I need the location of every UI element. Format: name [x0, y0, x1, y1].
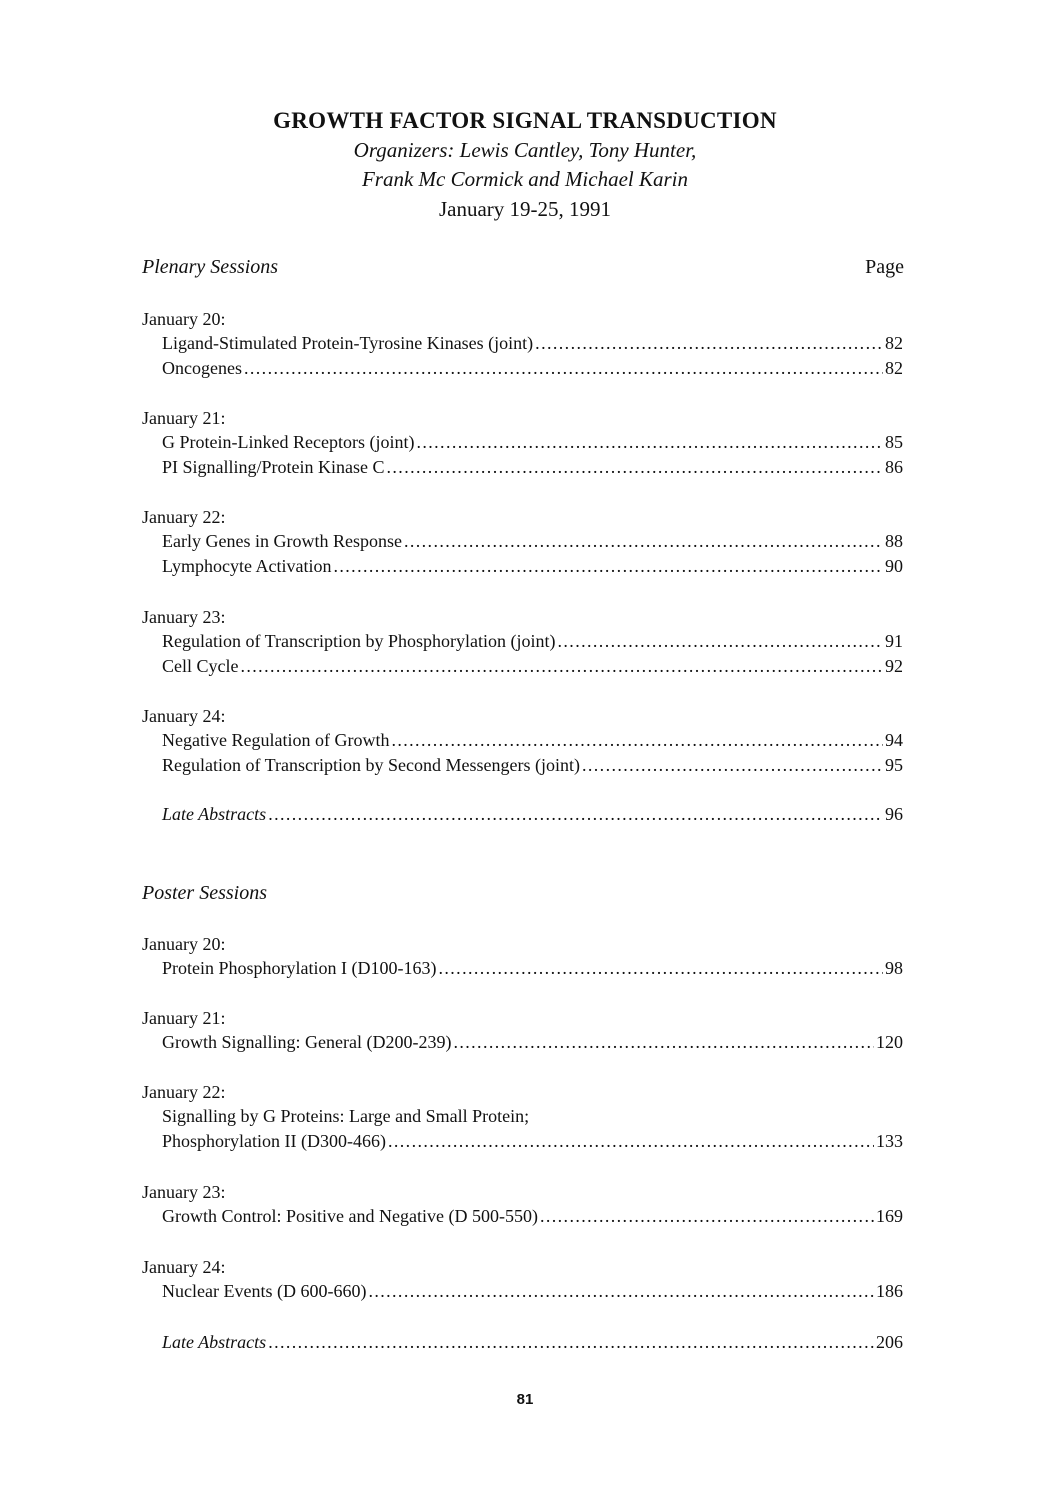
entry-title: Ligand-Stimulated Protein-Tyrosine Kinases (joint)	[162, 333, 534, 353]
day-date: January 22:	[142, 507, 226, 527]
entry-page: 82	[885, 333, 903, 353]
entry-page: 133	[876, 1131, 903, 1151]
dot-leader	[438, 956, 883, 981]
plenary-day-3	[142, 505, 904, 530]
plenary-sessions-heading	[142, 254, 904, 280]
entry-page: 82	[885, 358, 903, 378]
dot-leader	[391, 728, 883, 753]
toc-entry	[162, 529, 903, 554]
entry-page: 90	[885, 556, 903, 576]
dot-leader	[404, 529, 883, 554]
toc-entry	[162, 629, 903, 654]
dot-leader	[368, 1279, 874, 1304]
day-date: January 20:	[142, 934, 226, 954]
entry-page: 186	[876, 1281, 903, 1301]
toc-entry	[162, 654, 903, 679]
page-title: GROWTH FACTOR SIGNAL TRANSDUCTION	[273, 108, 777, 133]
dot-leader	[582, 753, 883, 778]
conference-dates: January 19-25, 1991	[438, 197, 612, 221]
entry-page: 169	[876, 1206, 903, 1226]
organizers-line-2: Frank Mc Cormick and Michael Karin	[361, 167, 689, 191]
dot-leader	[333, 554, 883, 579]
entry-page: 95	[885, 755, 903, 775]
dot-leader	[388, 1129, 874, 1154]
entry-title: G Protein-Linked Receptors (joint)	[162, 432, 415, 452]
day-date: January 24:	[142, 1257, 226, 1277]
entry-title: Nuclear Events (D 600-660)	[162, 1281, 367, 1301]
entry-page: 92	[885, 656, 903, 676]
toc-entry	[162, 430, 903, 455]
entry-title: Oncogenes	[162, 358, 242, 378]
dot-leader	[268, 1330, 874, 1355]
entry-title: Phosphorylation II (D300-466)	[162, 1131, 386, 1151]
day-date: January 21:	[142, 1008, 226, 1028]
page-column-label: Page	[865, 256, 904, 278]
page-number: 81	[516, 1391, 534, 1408]
toc-entry	[162, 331, 903, 356]
toc-entry	[162, 455, 903, 480]
plenary-day-5	[142, 704, 904, 729]
entry-page: 88	[885, 531, 903, 551]
poster-day-1	[142, 932, 904, 957]
poster-day-5	[142, 1255, 904, 1280]
day-date: January 24:	[142, 706, 226, 726]
dot-leader	[453, 1030, 874, 1055]
toc-entry	[162, 554, 903, 579]
entry-page: 91	[885, 631, 903, 651]
entry-title: Cell Cycle	[162, 656, 239, 676]
entry-title: Late Abstracts	[162, 804, 267, 824]
toc-entry	[162, 1279, 903, 1304]
plenary-label: Plenary Sessions	[142, 256, 279, 278]
dot-leader	[268, 802, 883, 827]
poster-label: Poster Sessions	[142, 882, 267, 904]
poster-day-2	[142, 1006, 904, 1031]
entry-title: Regulation of Transcription by Phosphorylation (joint)	[162, 631, 556, 651]
entry-title-line-1: Signalling by G Proteins: Large and Small Protein;	[162, 1106, 530, 1126]
entry-page: 86	[885, 457, 903, 477]
entry-page: 206	[876, 1332, 903, 1352]
entry-page: 120	[876, 1032, 903, 1052]
plenary-day-1	[142, 307, 904, 332]
poster-sessions-heading	[142, 880, 904, 906]
toc-entry	[162, 356, 903, 381]
entry-title: Lymphocyte Activation	[162, 556, 332, 576]
entry-page: 94	[885, 730, 903, 750]
poster-day-4	[142, 1180, 904, 1205]
toc-entry	[162, 1204, 903, 1229]
dot-leader	[244, 356, 883, 381]
poster-late-abstracts	[162, 1330, 903, 1355]
entry-page: 98	[885, 958, 903, 978]
header	[0, 106, 1050, 224]
dot-leader	[416, 430, 883, 455]
day-date: January 20:	[142, 309, 226, 329]
day-date: January 23:	[142, 1182, 226, 1202]
entry-title: Negative Regulation of Growth	[162, 730, 390, 750]
entry-title: PI Signalling/Protein Kinase C	[162, 457, 385, 477]
day-date: January 23:	[142, 607, 226, 627]
entry-title: Protein Phosphorylation I (D100-163)	[162, 958, 437, 978]
toc-entry	[162, 1129, 903, 1154]
dot-leader	[558, 629, 884, 654]
plenary-day-4	[142, 605, 904, 630]
toc-entry	[162, 1030, 903, 1055]
entry-title: Early Genes in Growth Response	[162, 531, 402, 551]
day-date: January 21:	[142, 408, 226, 428]
toc-entry	[162, 753, 903, 778]
dot-leader	[540, 1204, 874, 1229]
poster-day-3	[142, 1080, 904, 1105]
entry-page: 96	[885, 804, 903, 824]
entry-title: Late Abstracts	[162, 1332, 267, 1352]
plenary-late-abstracts	[162, 802, 903, 827]
dot-leader	[240, 654, 883, 679]
entry-page: 85	[885, 432, 903, 452]
entry-title: Regulation of Transcription by Second Messengers (joint)	[162, 755, 580, 775]
organizers-line-1: Organizers: Lewis Cantley, Tony Hunter,	[353, 138, 697, 162]
plenary-day-2	[142, 406, 904, 431]
day-date: January 22:	[142, 1082, 226, 1102]
toc-entry	[162, 956, 903, 981]
dot-leader	[535, 331, 883, 356]
dot-leader	[387, 455, 884, 480]
entry-title: Growth Control: Positive and Negative (D 500-550)	[162, 1206, 538, 1226]
toc-entry	[162, 728, 903, 753]
entry-title: Growth Signalling: General (D200-239)	[162, 1032, 452, 1052]
